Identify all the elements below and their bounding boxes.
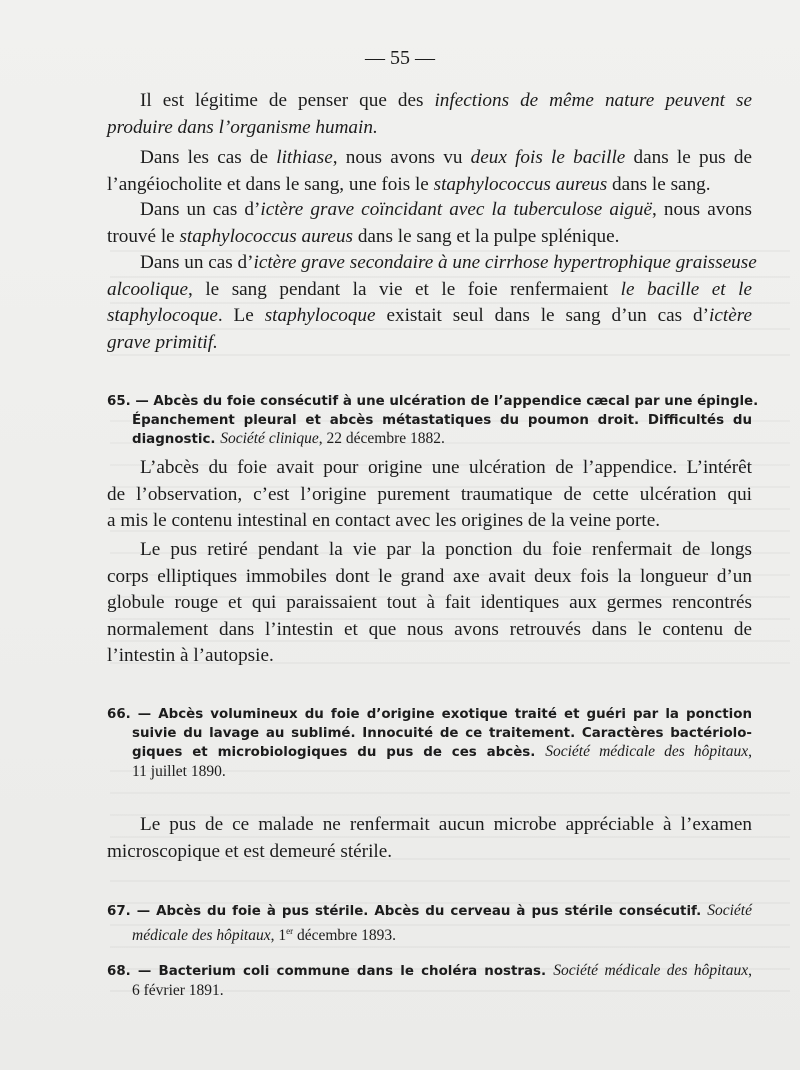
entry-line bbox=[107, 922, 752, 946]
italic-run: staphylococcus aureus bbox=[433, 173, 608, 195]
text-line: L’abcès du foie avait pour origine une ulcération de l’appendice. L’intérêt bbox=[140, 457, 752, 478]
text-run: dans le sang. bbox=[607, 173, 711, 195]
text-run: dans le pus de bbox=[625, 147, 752, 168]
text-line: Le pus retiré pendant la vie par la ponction du foie renfermait de longs bbox=[140, 539, 752, 560]
italic-run: staphylocoque bbox=[107, 305, 218, 326]
paragraph bbox=[107, 145, 752, 198]
text-run: 68. — Bacterium coli commune dans le choléra nostras. bbox=[107, 964, 554, 979]
text-line bbox=[107, 172, 752, 199]
entry-line: 6 février 1891. bbox=[132, 981, 224, 999]
entry-line: 11 juillet 1890. bbox=[132, 762, 226, 780]
text-line: grave primitif. bbox=[107, 331, 218, 353]
text-line bbox=[107, 224, 752, 251]
paragraph bbox=[107, 537, 752, 670]
text-line bbox=[107, 197, 752, 224]
text-line: Le pus de ce malade ne renfermait aucun microbe appréciable à l’examen bbox=[140, 814, 752, 835]
text-run: dans le sang et la pulpe splénique. bbox=[353, 225, 620, 247]
paragraph bbox=[107, 250, 757, 356]
text-line: produire dans l’organisme humain. bbox=[107, 116, 378, 138]
entry-source bbox=[553, 962, 752, 979]
text-run: , nous avons vu bbox=[332, 147, 471, 168]
text-line bbox=[107, 277, 752, 304]
entry-source bbox=[545, 743, 752, 760]
entry-line: suivie du lavage au sublimé. Innocuité de ce traitement. Caractères bactériolo- bbox=[132, 725, 752, 741]
text-run: existait seul dans le sang d’un cas d’ bbox=[375, 305, 710, 326]
italic-run: Société médicale des hôpitaux bbox=[553, 962, 749, 979]
text-run: Il est légitime de penser que des bbox=[140, 90, 435, 111]
text-run: Dans un cas d’ bbox=[140, 199, 261, 220]
text-line: normalement dans l’intestin et que nous avons retrouvés dans le contenu de bbox=[107, 618, 752, 640]
text-run: l’angéiocholite et dans le sang, une fois le bbox=[107, 173, 434, 195]
entry-line: 65. — Abcès du foie consécutif à une ulcération de l’appendice cæcal par une épingle. bbox=[107, 394, 759, 409]
text-line: corps elliptiques immobiles dont le grand axe avait deux fois la longueur d’un bbox=[107, 565, 752, 587]
bibliography-entry-67 bbox=[107, 902, 752, 945]
text-run: , bbox=[748, 962, 752, 979]
text-line bbox=[107, 145, 752, 172]
italic-run: staphylococcus aureus bbox=[179, 225, 354, 247]
italic-run: médicale des hôpitaux bbox=[132, 926, 271, 944]
entry-line: 66. — Abcès volumineux du foie d’origine exotique traité et guéri par la ponction bbox=[107, 707, 752, 722]
bibliography-entry-68 bbox=[107, 962, 752, 1000]
text-run: , bbox=[748, 743, 752, 760]
superscript: er bbox=[286, 925, 294, 936]
paragraph bbox=[107, 455, 752, 535]
italic-run: lithiase bbox=[276, 147, 333, 168]
text-run: giques et microbiologiques du pus de ces abcès. bbox=[132, 745, 546, 760]
text-run: Dans les cas de bbox=[140, 147, 277, 168]
text-run: , 1 bbox=[270, 926, 287, 944]
text-line: globule rouge et qui paraissaient tout à fait identiques aux germes rencontrés bbox=[107, 592, 752, 613]
text-line: microscopique et est demeuré stérile. bbox=[107, 840, 393, 862]
text-run: décembre 1893. bbox=[293, 926, 396, 944]
italic-run: Société médicale des hôpitaux bbox=[545, 743, 749, 760]
text-run: , 22 décembre 1882. bbox=[318, 430, 445, 447]
bibliography-entry-66 bbox=[107, 706, 752, 781]
entry-source bbox=[220, 430, 445, 447]
italic-run: staphylocoque bbox=[264, 305, 376, 326]
italic-run: ictère grave secondaire à une cirrhose hypertrophique graisseuse bbox=[253, 252, 757, 273]
italic-run: infections de même nature peuvent se bbox=[434, 90, 752, 111]
entry-line bbox=[107, 743, 752, 763]
italic-run: Société bbox=[707, 902, 752, 919]
text-line: de l’observation, c’est l’origine purement traumatique de cette ulcération qui bbox=[107, 483, 752, 505]
text-run: trouvé le bbox=[107, 225, 180, 247]
entry-source bbox=[707, 902, 752, 919]
italic-run: ictère bbox=[709, 305, 752, 326]
paragraph bbox=[107, 88, 752, 141]
text-run: Dans un cas d’ bbox=[140, 252, 254, 273]
text-line bbox=[107, 88, 752, 115]
text-line bbox=[107, 303, 752, 330]
paragraph bbox=[107, 197, 752, 250]
italic-run: deux fois le bacille bbox=[470, 147, 626, 168]
entry-line bbox=[107, 430, 752, 450]
entry-line bbox=[107, 902, 752, 922]
text-run: , le sang pendant la vie et le foie renfermaient bbox=[188, 278, 621, 300]
text-run: , nous avons bbox=[652, 199, 752, 220]
text-line bbox=[107, 250, 757, 277]
page-number: — 55 — bbox=[365, 47, 435, 69]
italic-run: le bacille et le bbox=[620, 278, 752, 300]
entry-line bbox=[107, 962, 752, 982]
bibliography-entry-65 bbox=[107, 393, 759, 450]
text-run: 67. — Abcès du foie à pus stérile. Abcès du cerveau à pus stérile consécutif. bbox=[107, 904, 708, 919]
entry-line: Épanchement pleural et abcès métastatiques du poumon droit. Difficultés du bbox=[132, 412, 752, 428]
italic-run: alcoolique bbox=[107, 278, 188, 300]
italic-run: ictère grave coïncidant avec la tuberculose aiguë bbox=[260, 199, 653, 220]
text-run: . Le bbox=[217, 305, 265, 326]
text-line: a mis le contenu intestinal en contact avec les origines de la veine porte. bbox=[107, 510, 661, 531]
text-run: diagnostic. bbox=[132, 432, 221, 447]
text-line: l’intestin à l’autopsie. bbox=[107, 645, 274, 666]
paragraph bbox=[107, 812, 752, 865]
italic-run: Société clinique bbox=[220, 430, 319, 447]
